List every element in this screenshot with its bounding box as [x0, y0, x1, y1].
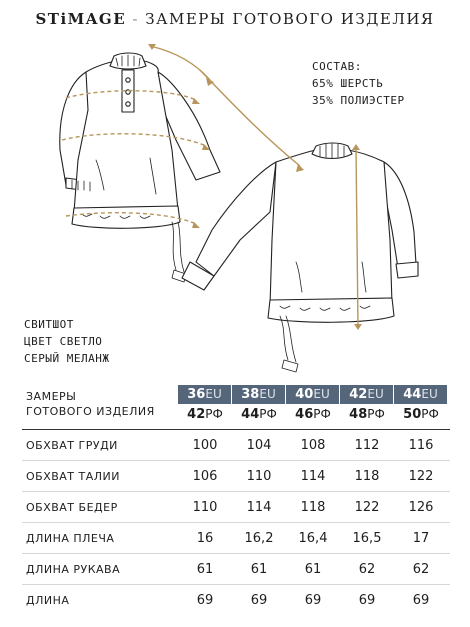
eu-size: 40EU: [286, 385, 339, 404]
table-cell: 61: [250, 561, 268, 577]
table-cell: 62: [412, 561, 430, 577]
table-row: [22, 429, 450, 460]
table-cell: 61: [196, 561, 214, 577]
table-cell: 114: [300, 468, 326, 484]
table-cell: 126: [408, 499, 434, 515]
ru-size: 42РФ: [187, 407, 223, 422]
brand-name: STiMAGE: [35, 10, 127, 28]
row-label-waist: ОБХВАТ ТАЛИИ: [26, 469, 120, 483]
product-color-line1: ЦВЕТ СВЕТЛО: [24, 335, 103, 348]
table-cell: 110: [192, 499, 218, 515]
table-cell: 69: [304, 592, 322, 608]
product-type: СВИТШОТ: [24, 318, 74, 331]
row-label-shoulder: ДЛИНА ПЛЕЧА: [26, 531, 115, 545]
table-cell: 69: [358, 592, 376, 608]
title-separator: -: [126, 10, 146, 28]
table-title-line2: ГОТОВОГО ИЗДЕЛИЯ: [26, 405, 155, 418]
table-cell: 100: [192, 437, 218, 453]
eu-size: 44EU: [394, 385, 447, 404]
table-row: [22, 553, 450, 584]
table-cell: 16,4: [298, 530, 328, 546]
table-cell: 108: [300, 437, 326, 453]
size-table-header: [22, 385, 450, 429]
table-cell: 112: [354, 437, 380, 453]
table-cell: 69: [250, 592, 268, 608]
table-cell: 118: [354, 468, 380, 484]
table-cell: 110: [246, 468, 272, 484]
table-row: [22, 491, 450, 522]
table-row: [22, 584, 450, 615]
ru-size: 48РФ: [349, 407, 385, 422]
size-col-40: [286, 385, 340, 424]
table-cell: 106: [192, 468, 218, 484]
table-cell: 16,5: [352, 530, 382, 546]
eu-size: 36EU: [178, 385, 231, 404]
size-col-42: [340, 385, 394, 424]
table-cell: 16,2: [244, 530, 274, 546]
eu-size: 42EU: [340, 385, 393, 404]
composition-block: [312, 58, 405, 109]
table-cell: 69: [196, 592, 214, 608]
title-text: ЗАМЕРЫ ГОТОВОГО ИЗДЕЛИЯ: [145, 10, 435, 28]
table-cell: 116: [408, 437, 434, 453]
composition-label: СОСТАВ:: [312, 60, 362, 73]
table-cell: 122: [354, 499, 380, 515]
table-cell: 118: [300, 499, 326, 515]
table-row: [22, 460, 450, 491]
composition-wool: 65% ШЕРСТЬ: [312, 77, 384, 90]
eu-size: 38EU: [232, 385, 285, 404]
row-label-chest: ОБХВАТ ГРУДИ: [26, 438, 118, 452]
table-cell: 69: [412, 592, 430, 608]
size-columns: [178, 385, 448, 424]
table-title-line1: ЗАМЕРЫ: [26, 390, 77, 403]
table-cell: 61: [304, 561, 322, 577]
table-cell: 62: [358, 561, 376, 577]
size-col-38: [232, 385, 286, 424]
table-cell: 16: [196, 530, 214, 546]
row-label-hips: ОБХВАТ БЕДЕР: [26, 500, 118, 514]
sleeve-measure-line: [200, 70, 300, 166]
product-color-line2: СЕРЫЙ МЕЛАНЖ: [24, 352, 110, 365]
ru-size: 46РФ: [295, 407, 331, 422]
front-sweatshirt: [60, 53, 220, 228]
table-cell: 122: [408, 468, 434, 484]
ru-size: 44РФ: [241, 407, 277, 422]
table-cell: 104: [246, 437, 272, 453]
product-description: [24, 316, 109, 367]
table-title: [26, 389, 155, 419]
row-label-length: ДЛИНА: [26, 593, 70, 607]
table-cell: 17: [412, 530, 430, 546]
table-row: [22, 522, 450, 553]
composition-polyester: 35% ПОЛИЭСТЕР: [312, 94, 405, 107]
table-cell: 114: [246, 499, 272, 515]
size-table: [22, 385, 450, 615]
size-col-44: [394, 385, 448, 424]
row-label-sleeve: ДЛИНА РУКАВА: [26, 562, 121, 576]
size-col-36: [178, 385, 232, 424]
ru-size: 50РФ: [403, 407, 439, 422]
